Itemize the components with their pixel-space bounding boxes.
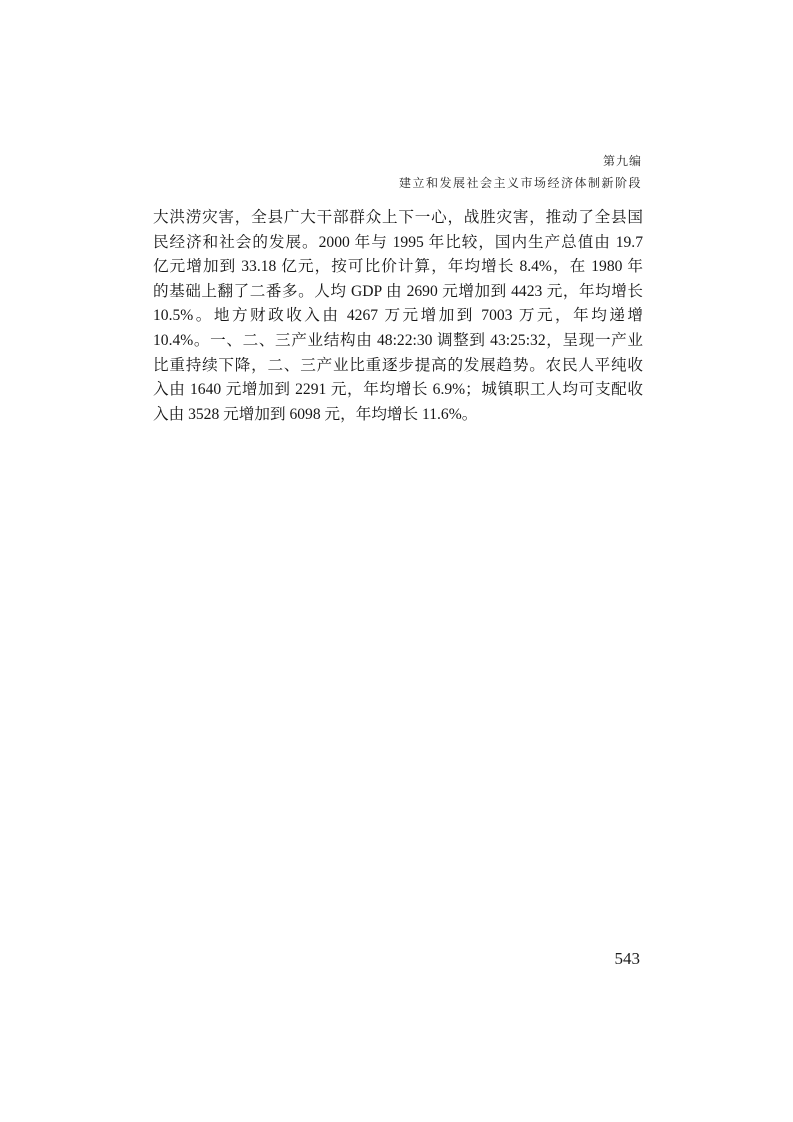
paragraph-line: 大洪涝灾害，全县广大干部群众上下一心，战胜灾害，推动了全县国 [153,209,643,226]
paragraph-line: 10.5%。地方财政收入由 4267 万元增加到 7003 万元，年均递增 [153,307,643,325]
body-paragraph [153,206,643,427]
paragraph-line: 10.4%。一、二、三产业结构由 48:22:30 调整到 43:25:32，呈现一产业 [153,331,643,349]
paragraph-line: 比重持续下降，二、三产业比重逐步提高的发展趋势。农民人平纯收 [153,356,643,374]
page-number: 543 [614,949,640,968]
paragraph-line: 的基础上翻了二番多。人均 GDP 由 2690 元增加到 4423 元，年均增长 [153,282,643,300]
paragraph-line: 亿元增加到 33.18 亿元，按可比价计算，年均增长 8.4%，在 1980 年 [153,258,643,276]
running-head-section: 建立和发展社会主义市场经济体制新阶段 [398,176,642,190]
running-head [399,150,642,194]
paragraph-line: 入由 3528 元增加到 6098 元，年均增长 11.6%。 [153,405,478,423]
running-head-chapter: 第九编 [602,154,642,168]
paragraph-line: 民经济和社会的发展。2000 年与 1995 年比较，国内生产总值由 19.7 [153,233,643,251]
paragraph-line: 入由 1640 元增加到 2291 元，年均增长 6.9%；城镇职工人均可支配收 [153,381,643,399]
